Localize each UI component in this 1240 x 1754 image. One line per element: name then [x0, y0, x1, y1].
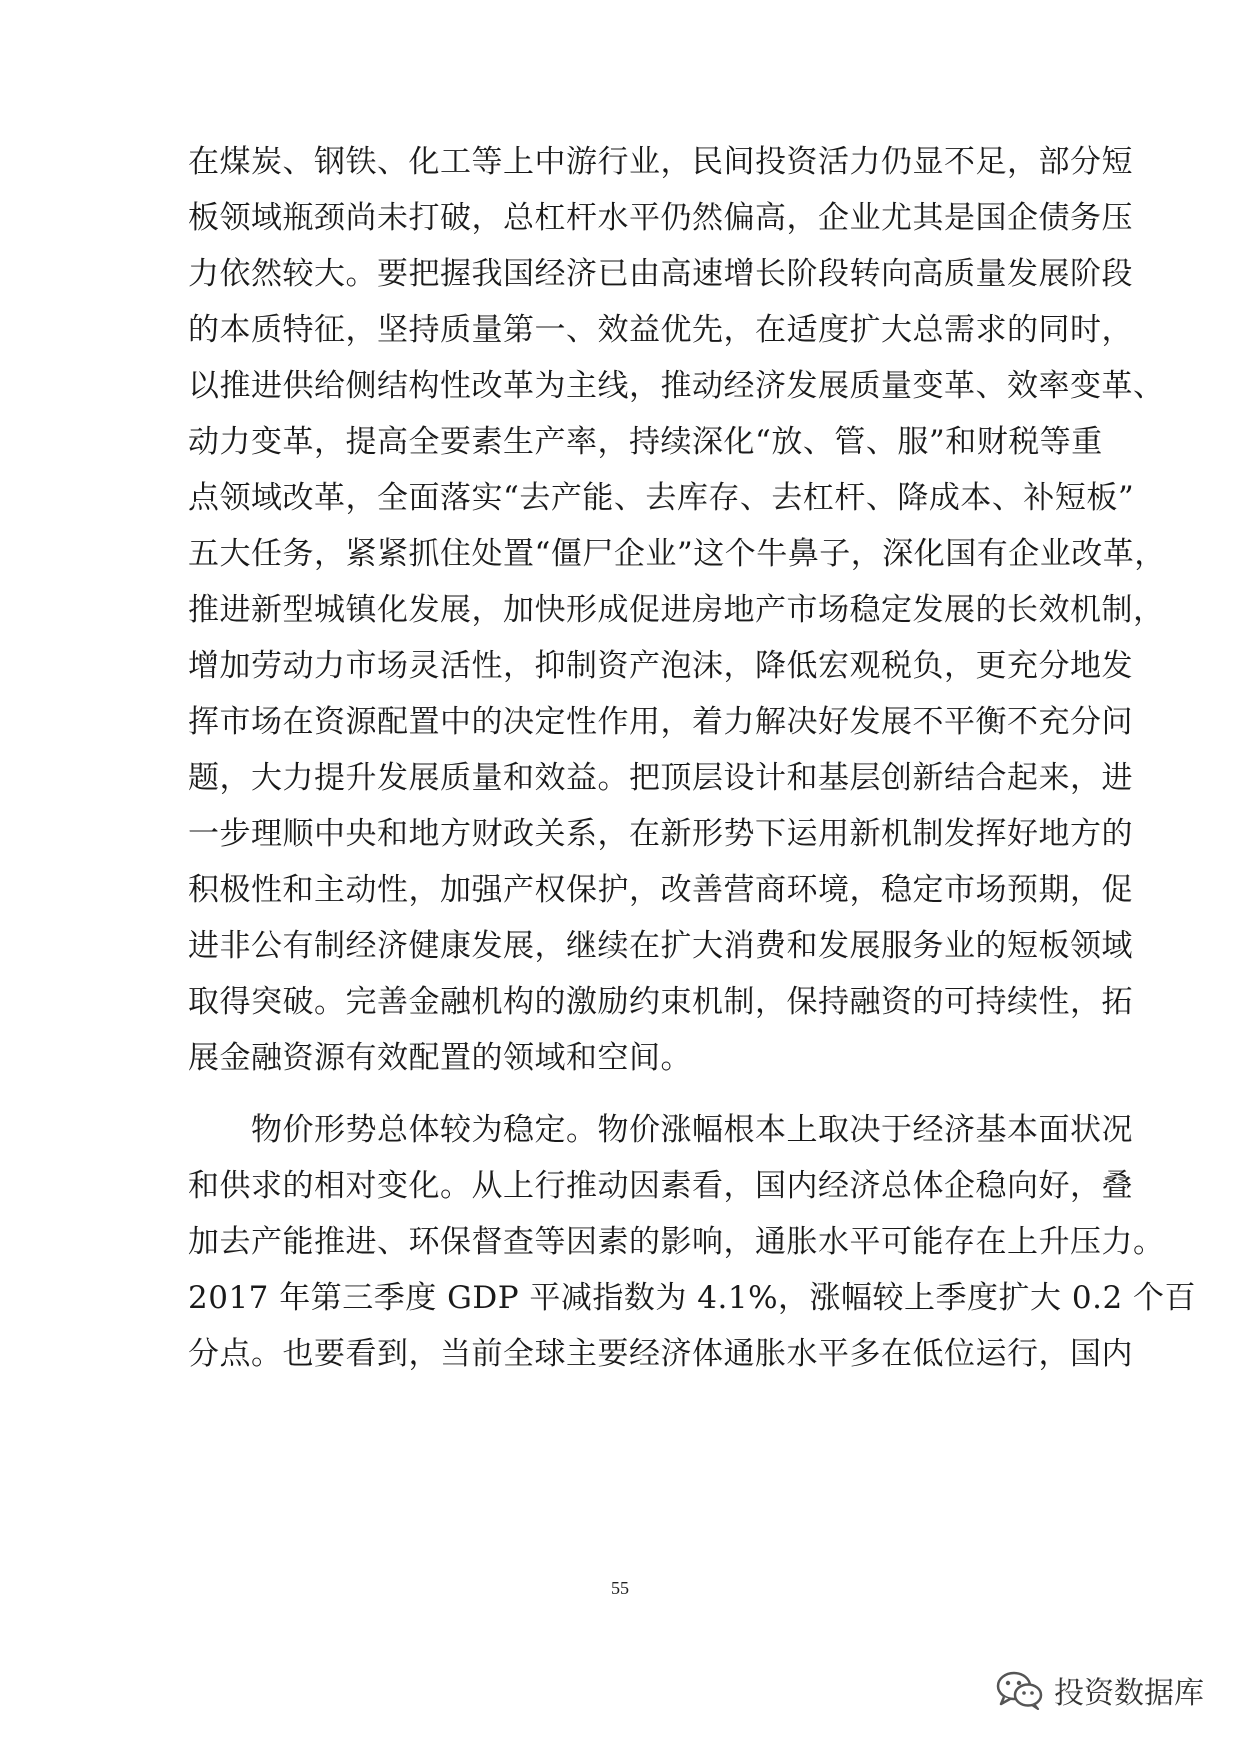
- watermark-text: 投资数据库: [1054, 1676, 1204, 1711]
- page-number: 55: [611, 1578, 629, 1598]
- body-line: 板领域瓶颈尚未打破，总杠杆水平仍然偏高，企业尤其是国企债务压: [188, 200, 1133, 236]
- body-line: 加去产能推进、环保督查等因素的影响，通胀水平可能存在上升压力。: [188, 1224, 1165, 1260]
- body-line: 的本质特征，坚持质量第一、效益优先，在适度扩大总需求的同时，: [188, 312, 1133, 348]
- body-line: 和供求的相对变化。从上行推动因素看，国内经济总体企稳向好，叠: [188, 1168, 1133, 1204]
- body-line: 分点。也要看到，当前全球主要经济体通胀水平多在低位运行，国内: [188, 1336, 1133, 1372]
- body-line: 点领域改革，全面落实“去产能、去库存、去杠杆、降成本、补短板”: [188, 480, 1135, 516]
- body-line: 推进新型城镇化发展，加快形成促进房地产市场稳定发展的长效机制，: [188, 592, 1165, 628]
- wechat-icon: [996, 1670, 1044, 1710]
- body-line: 增加劳动力市场灵活性，抑制资产泡沫，降低宏观税负，更充分地发: [188, 648, 1133, 684]
- body-line: 进非公有制经济健康发展，继续在扩大消费和发展服务业的短板领域: [188, 928, 1133, 964]
- body-line: 2017 年第三季度 GDP 平减指数为 4.1%，涨幅较上季度扩大 0.2 个百: [188, 1280, 1197, 1316]
- body-line: 展金融资源有效配置的领域和空间。: [188, 1040, 692, 1076]
- watermark: [996, 1668, 1204, 1712]
- body-line: 在煤炭、钢铁、化工等上中游行业，民间投资活力仍显不足，部分短: [188, 144, 1133, 180]
- body-line: 题，大力提升发展质量和效益。把顶层设计和基层创新结合起来，进: [188, 760, 1133, 796]
- body-line: 力依然较大。要把握我国经济已由高速增长阶段转向高质量发展阶段: [188, 256, 1133, 292]
- body-line: 五大任务，紧紧抓住处置“僵尸企业”这个牛鼻子，深化国有企业改革，: [188, 536, 1166, 572]
- body-line: 以推进供给侧结构性改革为主线，推动经济发展质量变革、效率变革、: [188, 368, 1165, 404]
- body-line: 积极性和主动性，加强产权保护，改善营商环境，稳定市场预期，促: [188, 872, 1133, 908]
- body-line: 挥市场在资源配置中的决定性作用，着力解决好发展不平衡不充分问: [188, 704, 1133, 740]
- paragraph-start-line: 物价形势总体较为稳定。物价涨幅根本上取决于经济基本面状况: [188, 1112, 1133, 1148]
- body-line: 动力变革，提高全要素生产率，持续深化“放、管、服”和财税等重: [188, 424, 1103, 460]
- body-line: 一步理顺中央和地方财政关系，在新形势下运用新机制发挥好地方的: [188, 816, 1133, 852]
- body-line: 取得突破。完善金融机构的激励约束机制，保持融资的可持续性，拓: [188, 984, 1133, 1020]
